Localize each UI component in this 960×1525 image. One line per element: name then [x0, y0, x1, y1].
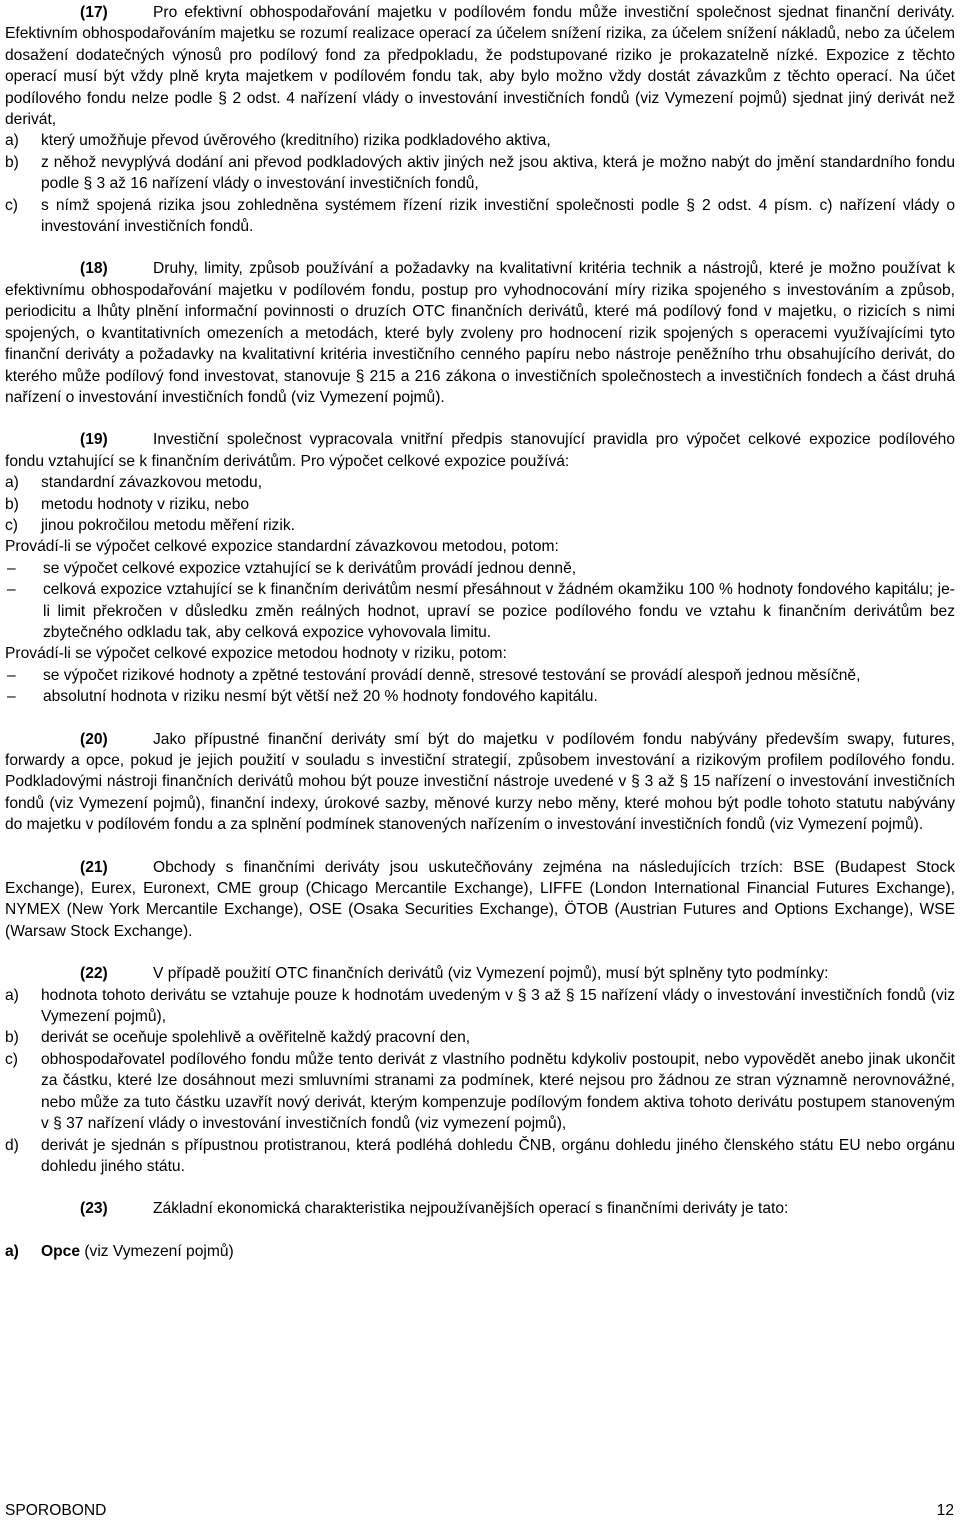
options-reference: (viz Vymezení pojmů) — [84, 1242, 234, 1260]
list-label: d) — [5, 1136, 19, 1154]
list-item — [5, 130, 955, 151]
options-title: Opce — [41, 1242, 80, 1260]
paragraph-number: (20) — [80, 730, 108, 748]
list-label: b) — [5, 153, 19, 171]
list-text: jinou pokročilou metodu měření rizik. — [41, 516, 295, 534]
list-item — [5, 472, 955, 493]
list-item — [5, 195, 955, 238]
list-text: standardní závazkovou metodu, — [41, 474, 263, 492]
var-method-intro: Provádí-li se výpočet celkové expozice metodou hodnoty v riziku, potom: — [5, 645, 507, 663]
paragraph-number: (19) — [80, 431, 108, 449]
list-item — [5, 152, 955, 195]
dash-text: se výpočet rizikové hodnoty a zpětné testování provádí denně, stresové testování se provádí alespoň jednou měsíčně, — [43, 666, 861, 684]
options-label: a) — [5, 1242, 19, 1260]
list-label: c) — [5, 516, 18, 534]
paragraph-number: (21) — [80, 858, 108, 876]
paragraph-text: Jako přípustné finanční deriváty smí být do majetku v podílovém fondu nabývány především swapy, futures, forwardy a opce, pokud je jejich použití v souladu s investiční strategií, způsobem investování a rizikovým profilem podílového fondu. Podkladovými nástroji finančních derivátů mohou být pouze investiční nástroje uvedené v § 3 až § 15 nařízení o investování investičních fondů (viz Vymezení pojmů), finanční indexy, úrokové sazby, měnové kurzy nebo měny, které mohou být podle tohoto statutu nabývány do majetku v podílovém fondu a za splnění podmínek stanovených nařízením o investování investičních fondů (viz Vymezení pojmů). — [5, 730, 955, 834]
list-text: z něhož nevyplývá dodání ani převod podkladových aktiv jiných než jsou aktiva, která je možno nabýt do jmění standardního fondu podle § 3 až 16 nařízení vlády o investování investičních fondů, — [41, 153, 955, 193]
paragraph-number: (22) — [80, 965, 108, 983]
list-text: který umožňuje převod úvěrového (kreditního) rizika podkladového aktiva, — [41, 132, 551, 150]
dash-item — [5, 558, 955, 579]
paragraph-20 — [5, 729, 955, 836]
paragraph-number: (17) — [80, 4, 108, 21]
document-page — [5, 2, 955, 1262]
paragraph-18 — [5, 258, 955, 408]
dash-bullet: – — [7, 581, 16, 599]
list-label: a) — [5, 474, 19, 492]
list-item — [5, 1027, 955, 1048]
dash-item — [5, 686, 955, 707]
paragraph-17 — [5, 2, 955, 237]
paragraph-text: V případě použití OTC finančních derivátů (viz Vymezení pojmů), musí být splněny tyto podmínky: — [153, 965, 829, 983]
dash-item — [5, 579, 955, 643]
list-item — [5, 1049, 955, 1135]
list-label: b) — [5, 495, 19, 513]
list-item — [5, 515, 955, 536]
dash-bullet: – — [7, 559, 16, 577]
list-text: metodu hodnoty v riziku, nebo — [41, 495, 250, 513]
dash-text: celková expozice vztahující se k finančním derivátům nesmí přesáhnout v žádném okamžiku 100 % hodnoty fondového kapitálu; je-li limit překročen v důsledku změn reálných hodnot, upraví se pozice podílového fondu ve vztahu k finančním derivátům bez zbytečného odkladu tak, aby celková expozice vyhovovala limitu. — [43, 581, 955, 641]
dash-bullet: – — [7, 688, 16, 706]
dash-bullet: – — [7, 666, 16, 684]
paragraph-21 — [5, 857, 955, 943]
dash-item — [5, 665, 955, 686]
paragraph-text: Druhy, limity, způsob používání a požadavky na kvalitativní kritéria technik a nástrojů, které je možno používat k efektivnímu obhospodařování majetku v podílovém fondu, postup pro vyhodnocování míry rizika spojeného s investováním a způsob, periodicitu a lhůty plnění informační povinnosti o druzích OTC finančních derivátů, které má podílový fond v majetku, o rizicích s nimi spojených, o kvantitativních omezeních a metodách, které byly zvoleny pro hodnocení rizik spojených s operacemi využívajícími tyto finanční deriváty a požadavky na kvalitativní kritéria investičního cenného papíru nebo nástroje peněžního trhu obsahujícího derivát, do kterého může podílový fond investovat, stanovuje § 215 a 216 zákona o investičních společnostech a investičních fondech a část druhá nařízení o investování investičních fondů (viz Vymezení pojmů). — [5, 260, 955, 406]
paragraph-23 — [5, 1198, 955, 1219]
paragraph-22 — [5, 963, 955, 1177]
paragraph-text: Obchody s finančními deriváty jsou uskutečňovány zejména na následujících trzích: BSE (Budapest Stock Exchange), Eurex, Euronext, CME group (Chicago Mercantile Exchange), LIFFE (London International Financial Futures Exchange), NYMEX (New York Mercantile Exchange), OSE (Osaka Securities Exchange), ÖTOB (Austrian Futures and Options Exchange), WSE (Warsaw Stock Exchange). — [5, 858, 955, 940]
list-label: a) — [5, 132, 19, 150]
list-label: b) — [5, 1029, 19, 1047]
list-item — [5, 1135, 955, 1178]
footer-fund-name: SPOROBOND — [5, 1502, 107, 1519]
list-label: c) — [5, 196, 18, 214]
dash-text: absolutní hodnota v riziku nesmí být větší než 20 % hodnoty fondového kapitálu. — [43, 688, 598, 706]
list-label: a) — [5, 986, 19, 1004]
list-text: hodnota tohoto derivátu se vztahuje pouze k hodnotám uvedeným v § 3 až § 15 nařízení vlády o investování investičních fondů (viz Vymezení pojmů), — [41, 986, 955, 1026]
list-text: derivát se oceňuje spolehlivě a ověřitelně každý pracovní den, — [41, 1029, 471, 1047]
list-item — [5, 494, 955, 515]
list-text: s nímž spojená rizika jsou zohledněna systémem řízení rizik investiční společnosti podle § 2 odst. 4 písm. c) nařízení vlády o investování investičních fondů. — [41, 196, 955, 236]
paragraph-text: Investiční společnost vypracovala vnitřní předpis stanovující pravidla pro výpočet celkové expozice podílového fondu vztahující se k finančním derivátům. Pro výpočet celkové expozice používá: — [5, 431, 955, 470]
paragraph-19 — [5, 429, 955, 707]
page-number: 12 — [936, 1502, 954, 1519]
paragraph-text: Pro efektivní obhospodařování majetku v podílovém fondu může investiční společnost sjednat finanční deriváty. Efektivním obhospodařováním majetku se rozumí realizace operací za účelem snížení rizika, za účelem snížení nákladů, nebo za účelem dosažení dodatečných výnosů pro podílový fond za předpokladu, že podstupované riziko je prokazatelně nízké. Expozice z těchto operací musí být vždy plně kryta majetkem v podílovém fondu tak, aby bylo možno vždy dostát závazkům z těchto operací. Na účet podílového fondu nelze podle § 2 odst. 4 nařízení vlády o investování investičních fondů (viz Vymezení pojmů) sjednat jiný derivát než derivát, — [5, 4, 955, 129]
options-heading — [5, 1241, 955, 1262]
list-item — [5, 985, 955, 1028]
list-text: obhospodařovatel podílového fondu může tento derivát z vlastního podnětu kdykoliv postoupit, nebo vypovědět anebo jinak ukončit za částku, které lze dosáhnout mezi smluvními stranami za podmínek, které nejsou pro žádnou ze stran významně nerovnovážné, nebo může za tuto částku uzavřít nový derivát, kterým kompenzuje podílovým fondem aktiva tohoto derivátu postupem stanoveným v § 37 nařízení vlády o investování investičních fondů (viz vymezení pojmů), — [41, 1050, 955, 1133]
page-footer — [5, 1500, 954, 1521]
std-method-intro: Provádí-li se výpočet celkové expozice standardní závazkovou metodou, potom: — [5, 538, 559, 556]
paragraph-text: Základní ekonomická charakteristika nejpoužívanějších operací s finančními deriváty je tato: — [153, 1200, 789, 1218]
paragraph-number: (23) — [80, 1200, 108, 1218]
dash-text: se výpočet celkové expozice vztahující se k derivátům provádí jednou denně, — [43, 559, 577, 577]
list-text: derivát je sjednán s přípustnou protistranou, která podléhá dohledu ČNB, orgánu dohledu jiného členského státu EU nebo orgánu dohledu jiného státu. — [41, 1136, 955, 1175]
list-label: c) — [5, 1050, 18, 1068]
paragraph-number: (18) — [80, 260, 108, 278]
